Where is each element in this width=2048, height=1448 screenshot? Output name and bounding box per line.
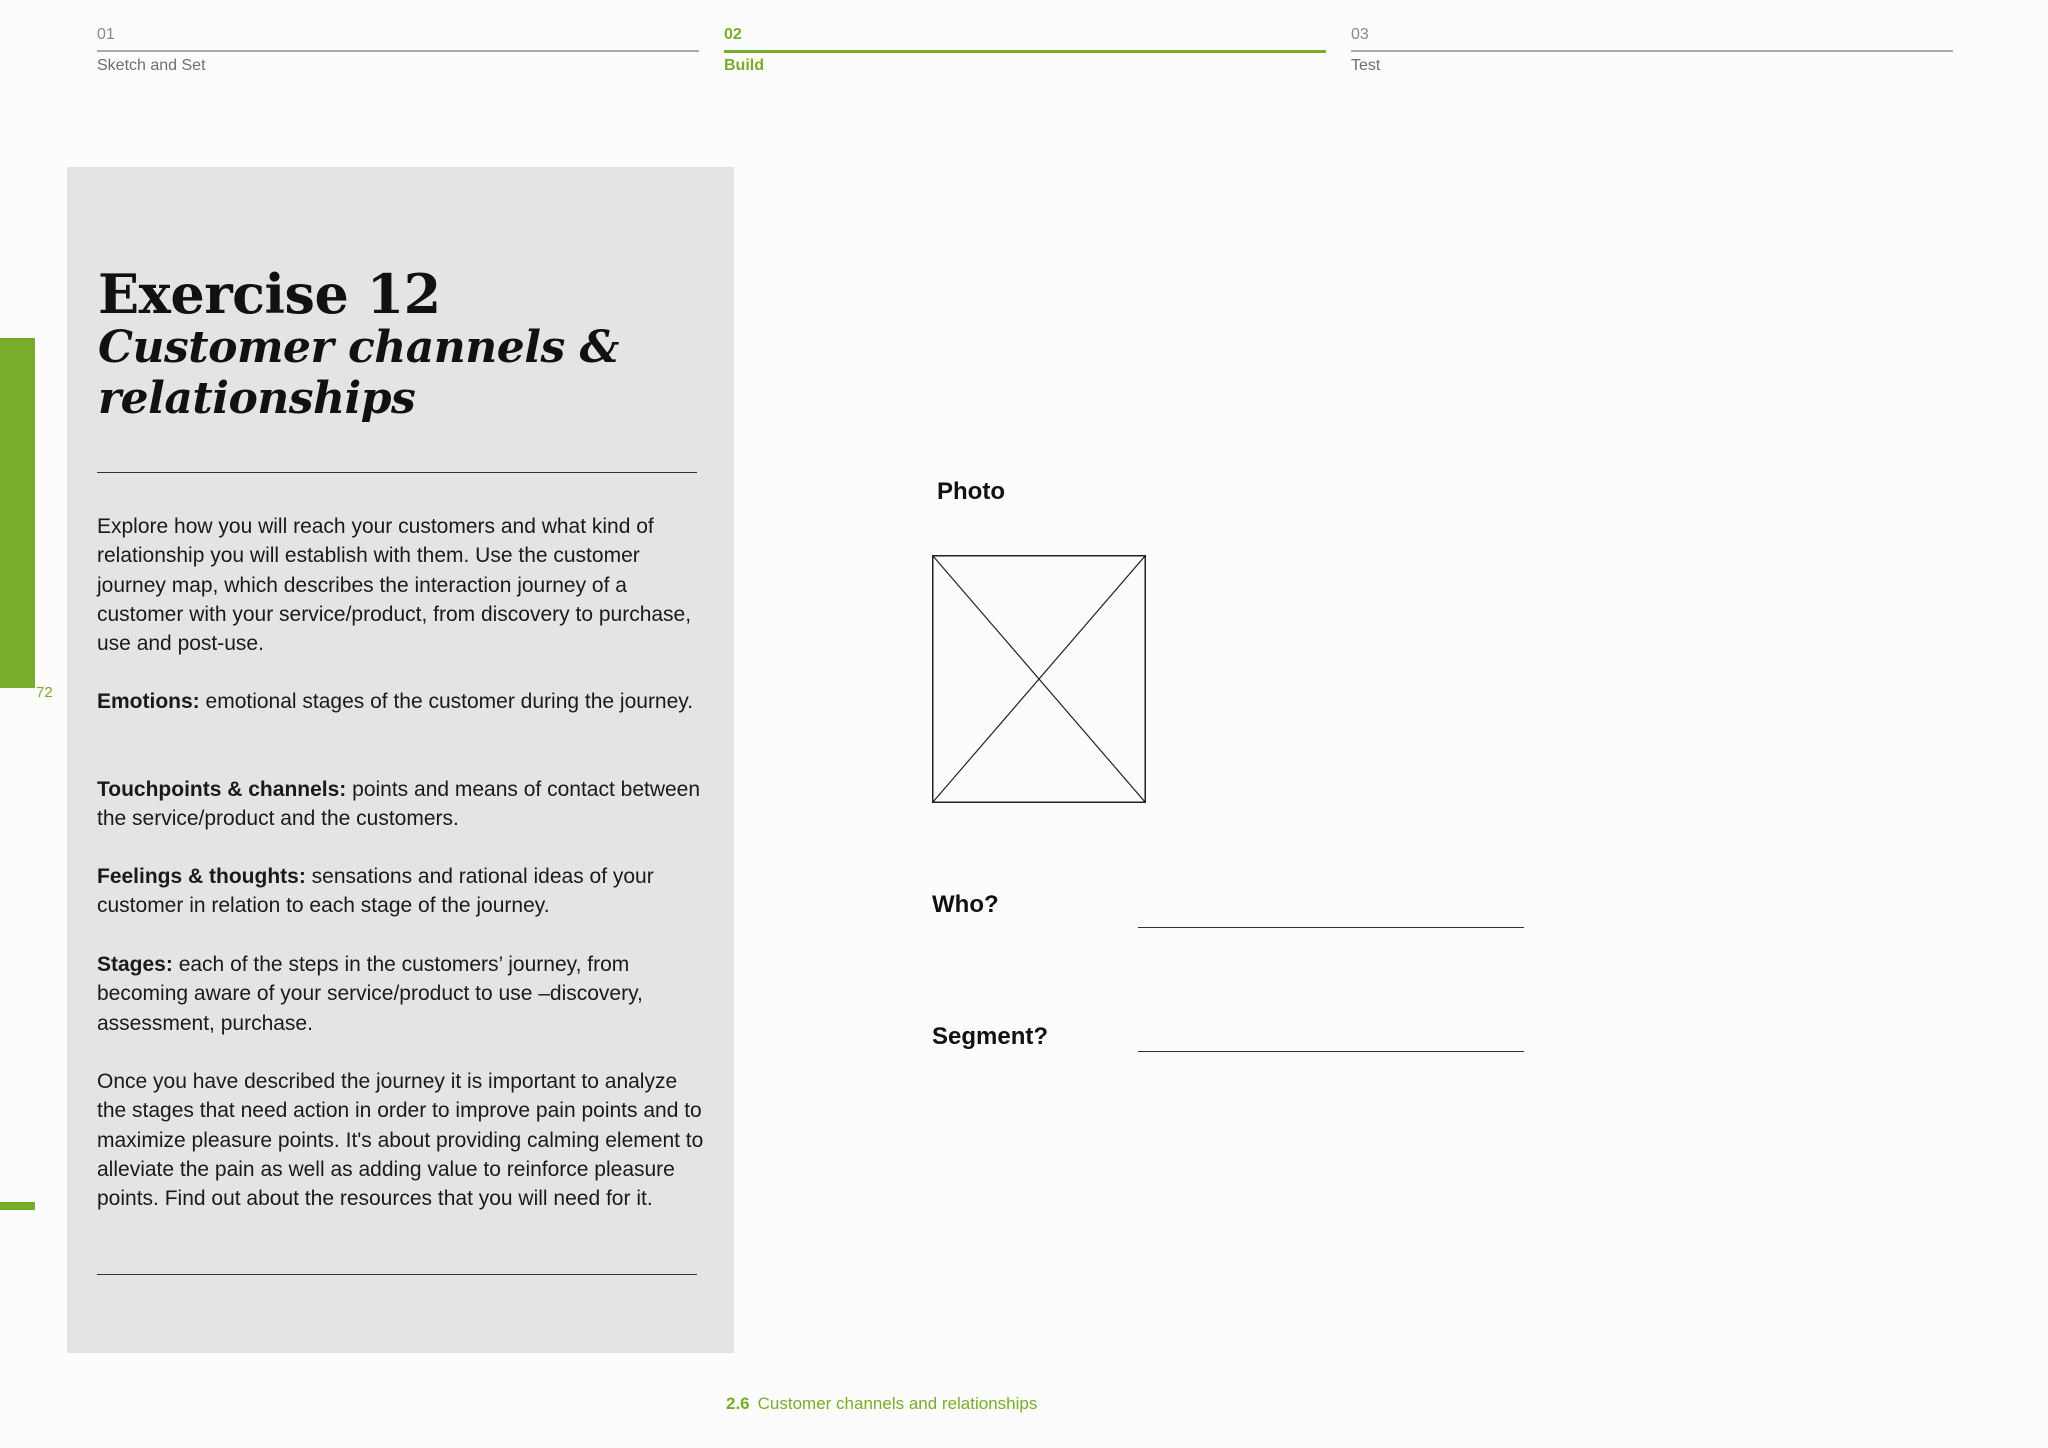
definition-emotions: [97, 687, 707, 716]
nav-step-rule: [97, 50, 699, 52]
definition-term: Feelings & thoughts:: [97, 865, 306, 888]
who-label: Who?: [932, 891, 999, 918]
section-marker-bar: [0, 338, 35, 688]
definition-stages: [97, 950, 707, 1038]
divider: [97, 472, 697, 473]
nav-step-label: Test: [1351, 57, 1381, 74]
definition-text: each of the steps in the customers’ journey, from becoming aware of your service/product to use –discovery, assessment, purchase.: [97, 953, 643, 1035]
section-marker-tick: [0, 1202, 35, 1210]
nav-step-number: 02: [724, 26, 742, 43]
page-number: 72: [36, 684, 53, 701]
photo-label: Photo: [937, 478, 1005, 505]
definition-text: points and means of contact between the service/product and the customers.: [97, 778, 701, 831]
segment-field[interactable]: [1138, 1051, 1524, 1052]
nav-step-rule: [1351, 50, 1953, 52]
divider: [97, 1274, 697, 1275]
definition-term: Emotions:: [97, 690, 200, 713]
who-field[interactable]: [1138, 927, 1524, 928]
definition-text: sensations and rational ideas of your customer in relation to each stage of the journey.: [97, 865, 654, 918]
nav-step-rule: [724, 50, 1326, 53]
nav-step-number: 01: [97, 26, 115, 43]
segment-label: Segment?: [932, 1023, 1049, 1050]
exercise-intro: [97, 512, 707, 658]
definition-term: Touchpoints & channels:: [97, 778, 347, 801]
nav-step-label: Build: [724, 57, 764, 74]
intro-paragraph: Explore how you will reach your customers and what kind of relationship you will establish with them. Use the customer journey map, which describes the interaction journey of a customer with your service/product, from discovery to purchase, use and post-use.: [97, 515, 692, 656]
definition-term: Stages:: [97, 953, 173, 976]
footer-section-number: 2.6: [726, 1394, 750, 1413]
exercise-outro: [97, 1067, 707, 1213]
footer-section-label: Customer channels and relationships: [757, 1394, 1038, 1413]
photo-placeholder-icon[interactable]: [932, 555, 1146, 803]
nav-step-number: 03: [1351, 26, 1369, 43]
nav-step-build[interactable]: [724, 0, 1326, 80]
exercise-title: Exercise 12: [98, 262, 441, 326]
outro-paragraph: Once you have described the journey it is important to analyze the stages that need action in order to improve pain points and to maximize pleasure points. It's about providing calming element to alleviate the pain as well as adding value to reinforce pleasure points. Find out about the resources that you will need for it.: [97, 1070, 704, 1211]
definition-text: emotional stages of the customer during the journey.: [205, 690, 694, 713]
exercise-subtitle: Customer channels & relationships: [98, 322, 619, 424]
definition-touchpoints: [97, 775, 707, 834]
footer-section-title: [726, 1394, 1037, 1414]
definition-feelings: [97, 862, 707, 921]
nav-step-sketch-and-set[interactable]: [97, 0, 699, 80]
nav-step-label: Sketch and Set: [97, 57, 206, 74]
nav-step-test[interactable]: [1351, 0, 1953, 80]
